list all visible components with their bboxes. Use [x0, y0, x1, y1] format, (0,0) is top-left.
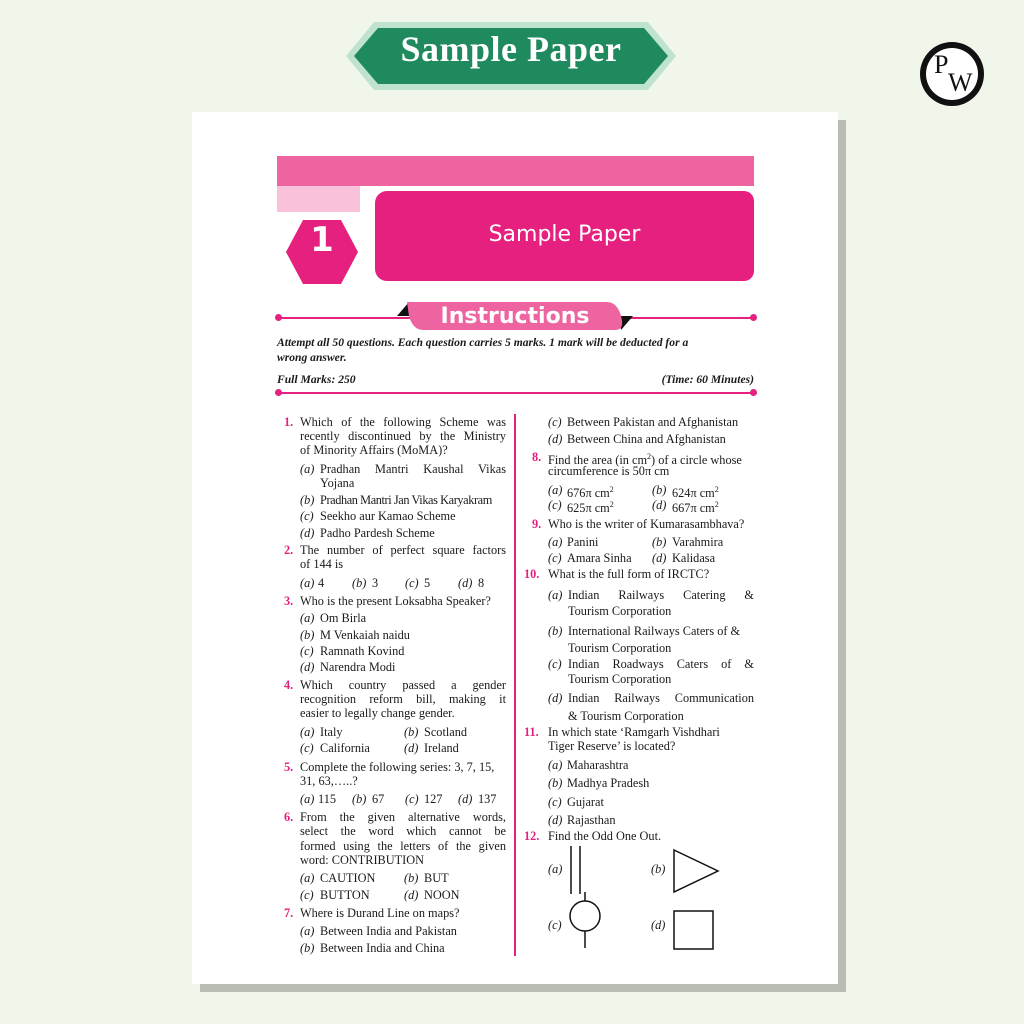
option-text: 3: [372, 576, 379, 590]
option-text: Amara Sinha: [567, 551, 632, 565]
question-number: 9.: [532, 517, 542, 531]
option-label: (b): [548, 776, 563, 790]
option-text: Scotland: [424, 725, 468, 739]
question-text: select the word which cannot be: [300, 824, 506, 838]
question-text: Complete the following series: 3, 7, 15,: [300, 760, 495, 774]
option-label: (a): [548, 588, 563, 602]
question-number: 2.: [284, 543, 294, 557]
option-label: (b): [352, 792, 367, 806]
option-label: (d): [458, 792, 473, 806]
option-label: (b): [651, 862, 666, 876]
option-label: (d): [458, 576, 473, 590]
option-label: (c): [300, 509, 314, 523]
question-text: recognition reform bill, making it: [300, 692, 506, 706]
option-text: International Railways Caters of &: [568, 624, 741, 638]
option-text: 667π $cm^2$: [672, 500, 719, 516]
option-label: (c): [548, 795, 562, 809]
option-label: (c): [548, 657, 562, 671]
rule-dot: [750, 389, 757, 396]
option-text: Seekho aur Kamao Scheme: [320, 509, 456, 523]
question-text: circumference is 50π cm: [548, 464, 670, 478]
instructions-heading: Instructions: [440, 304, 590, 329]
question-number: 10.: [524, 567, 540, 581]
option-text: 624π $cm^2$: [672, 485, 719, 501]
option-label: (a): [548, 758, 563, 772]
option-label: (c): [300, 888, 314, 902]
option-text: 67: [372, 792, 385, 806]
option-text: Ramnath Kovind: [320, 644, 405, 658]
option-label: (a): [300, 611, 315, 625]
question-text: Who is the writer of Kumarasambhava?: [548, 517, 745, 531]
logo-letter-w: W: [948, 68, 973, 97]
question-text: What is the full form of IRCTC?: [548, 567, 710, 581]
option-label: (d): [404, 741, 419, 755]
option-text: 137: [478, 792, 497, 806]
logo-letter-p: P: [934, 50, 949, 79]
option-text: NOON: [424, 888, 460, 902]
option-text: Gujarat: [567, 795, 604, 809]
option-text: Tourism Corporation: [568, 641, 672, 655]
option-label: (c): [548, 415, 562, 429]
option-text: Ireland: [424, 741, 459, 755]
question-text: From the given alternative words,: [300, 810, 506, 824]
option-text: Pradhan Mantri Kaushal Vikas: [320, 462, 506, 476]
option-label: (b): [404, 871, 419, 885]
time-limit: (Time: 60 Minutes): [661, 373, 754, 386]
option-label: (b): [652, 483, 667, 497]
option-label: (d): [548, 432, 563, 446]
question-text: Who is the present Loksabha Speaker?: [300, 594, 491, 608]
option-text: 4: [318, 576, 325, 590]
question-number: 12.: [524, 829, 540, 843]
question-text: of 144 is: [300, 557, 344, 571]
question-number: 1.: [284, 415, 294, 429]
option-text: CAUTION: [320, 871, 376, 885]
question-text: Tiger Reserve’ is located?: [548, 739, 676, 753]
option-label: (b): [652, 535, 667, 549]
option-text: BUT: [424, 871, 449, 885]
option-label: (c): [548, 498, 562, 512]
option-label: (a): [300, 924, 315, 938]
question-number: 7.: [284, 906, 294, 920]
option-text: 127: [424, 792, 443, 806]
question-text: The number of perfect square factors: [300, 543, 506, 557]
option-label: (d): [652, 551, 667, 565]
option-label: (c): [548, 551, 562, 565]
option-label: (b): [404, 725, 419, 739]
option-label: (d): [404, 888, 419, 902]
option-text: Tourism Corporation: [568, 672, 672, 686]
option-text: Yojana: [320, 476, 355, 490]
question-text: Which of the following Scheme was: [300, 415, 506, 429]
paper-number: 1: [310, 220, 334, 260]
option-label: (d): [652, 498, 667, 512]
option-text: Panini: [567, 535, 599, 549]
instruction-line-1: Attempt all 50 questions. Each question carries 5 marks. 1 mark will be deducted for a: [277, 336, 689, 349]
option-label: (d): [548, 691, 563, 705]
option-text: Between Pakistan and Afghanistan: [567, 415, 739, 429]
question-number: 3.: [284, 594, 294, 608]
circle-line-figure: [566, 892, 604, 948]
option-text: California: [320, 741, 370, 755]
option-text: Indian Roadways Caters of &: [568, 657, 754, 671]
question-number: 4.: [284, 678, 294, 692]
option-text: Narendra Modi: [320, 660, 396, 674]
square-figure: [673, 910, 715, 950]
option-text: Om Birla: [320, 611, 367, 625]
triangle-figure: [672, 848, 720, 894]
question-number: 11.: [524, 725, 539, 739]
option-text: M Venkaiah naidu: [320, 628, 410, 642]
question-text: Find the Odd One Out.: [548, 829, 662, 843]
option-text: Pradhan Mantri Jan Vikas Karyakram: [320, 493, 492, 507]
question-number: 5.: [284, 760, 294, 774]
option-text: Maharashtra: [567, 758, 629, 772]
option-text: 115: [318, 792, 336, 806]
option-label: (b): [300, 941, 315, 955]
option-label: (d): [651, 918, 666, 932]
option-text: Varahmira: [672, 535, 724, 549]
question-text: Which country passed a gender: [300, 678, 506, 692]
option-label: (a): [548, 535, 563, 549]
option-text: Padho Pardesh Scheme: [320, 526, 435, 540]
option-label: (a): [300, 871, 315, 885]
option-text: Kalidasa: [672, 551, 716, 565]
option-text: 5: [424, 576, 431, 590]
question-text: word: CONTRIBUTION: [300, 853, 424, 867]
question-text: 31, 63,…..?: [300, 774, 358, 788]
option-label: (a): [300, 462, 315, 476]
option-label: (c): [300, 644, 314, 658]
option-text: & Tourism Corporation: [568, 709, 684, 723]
option-text: Madhya Pradesh: [567, 776, 650, 790]
full-marks: Full Marks: 250: [277, 373, 356, 386]
parallel-lines-figure: [566, 846, 586, 894]
option-label: (b): [548, 624, 563, 638]
option-label: (a): [300, 725, 315, 739]
rule-dot: [750, 314, 757, 321]
banner-title: Sample Paper: [400, 29, 622, 69]
header-top-bar: [277, 156, 754, 186]
option-label: (b): [300, 628, 315, 642]
option-text: Indian Railways Catering &: [568, 588, 754, 602]
option-label: (d): [548, 813, 563, 827]
option-label: (c): [405, 792, 419, 806]
question-text: In which state ‘Ramgarh Vishdhari: [548, 725, 720, 739]
option-label: (d): [300, 660, 315, 674]
option-text: 625π $cm^2$: [567, 500, 614, 516]
option-text: 676π $cm^2$: [567, 485, 614, 501]
option-label: (c): [405, 576, 419, 590]
question-number: 8.: [532, 450, 542, 464]
question-text: Where is Durand Line on maps?: [300, 906, 460, 920]
question-text: Find the area (in $cm^2$) of a circle whose: [548, 452, 742, 468]
question-text: easier to legally change gender.: [300, 706, 455, 720]
option-text: Indian Railways Communication: [568, 691, 754, 705]
option-label: (c): [548, 918, 562, 932]
question-text: of Minority Affairs (MoMA)?: [300, 443, 448, 457]
option-label: (a): [300, 792, 315, 806]
question-text: formed using the letters of the given: [300, 839, 506, 853]
column-divider: [514, 414, 516, 956]
header-title: Sample Paper: [488, 222, 641, 247]
option-text: Between India and China: [320, 941, 445, 955]
option-label: (c): [300, 741, 314, 755]
instruction-line-2: wrong answer.: [277, 351, 347, 364]
option-text: Between India and Pakistan: [320, 924, 457, 938]
option-text: Tourism Corporation: [568, 604, 672, 618]
option-label: (a): [548, 483, 563, 497]
option-label: (a): [548, 862, 563, 876]
option-label: (b): [352, 576, 367, 590]
option-label: (d): [300, 526, 315, 540]
question-text: recently discontinued by the Ministry: [300, 429, 506, 443]
option-label: (b): [300, 493, 315, 507]
option-text: BUTTON: [320, 888, 370, 902]
option-text: Rajasthan: [567, 813, 616, 827]
option-text: Italy: [320, 725, 343, 739]
question-number: 6.: [284, 810, 294, 824]
option-text: 8: [478, 576, 485, 590]
option-text: Between China and Afghanistan: [567, 432, 726, 446]
instructions-bottom-rule: [280, 392, 754, 394]
option-label: (a): [300, 576, 315, 590]
